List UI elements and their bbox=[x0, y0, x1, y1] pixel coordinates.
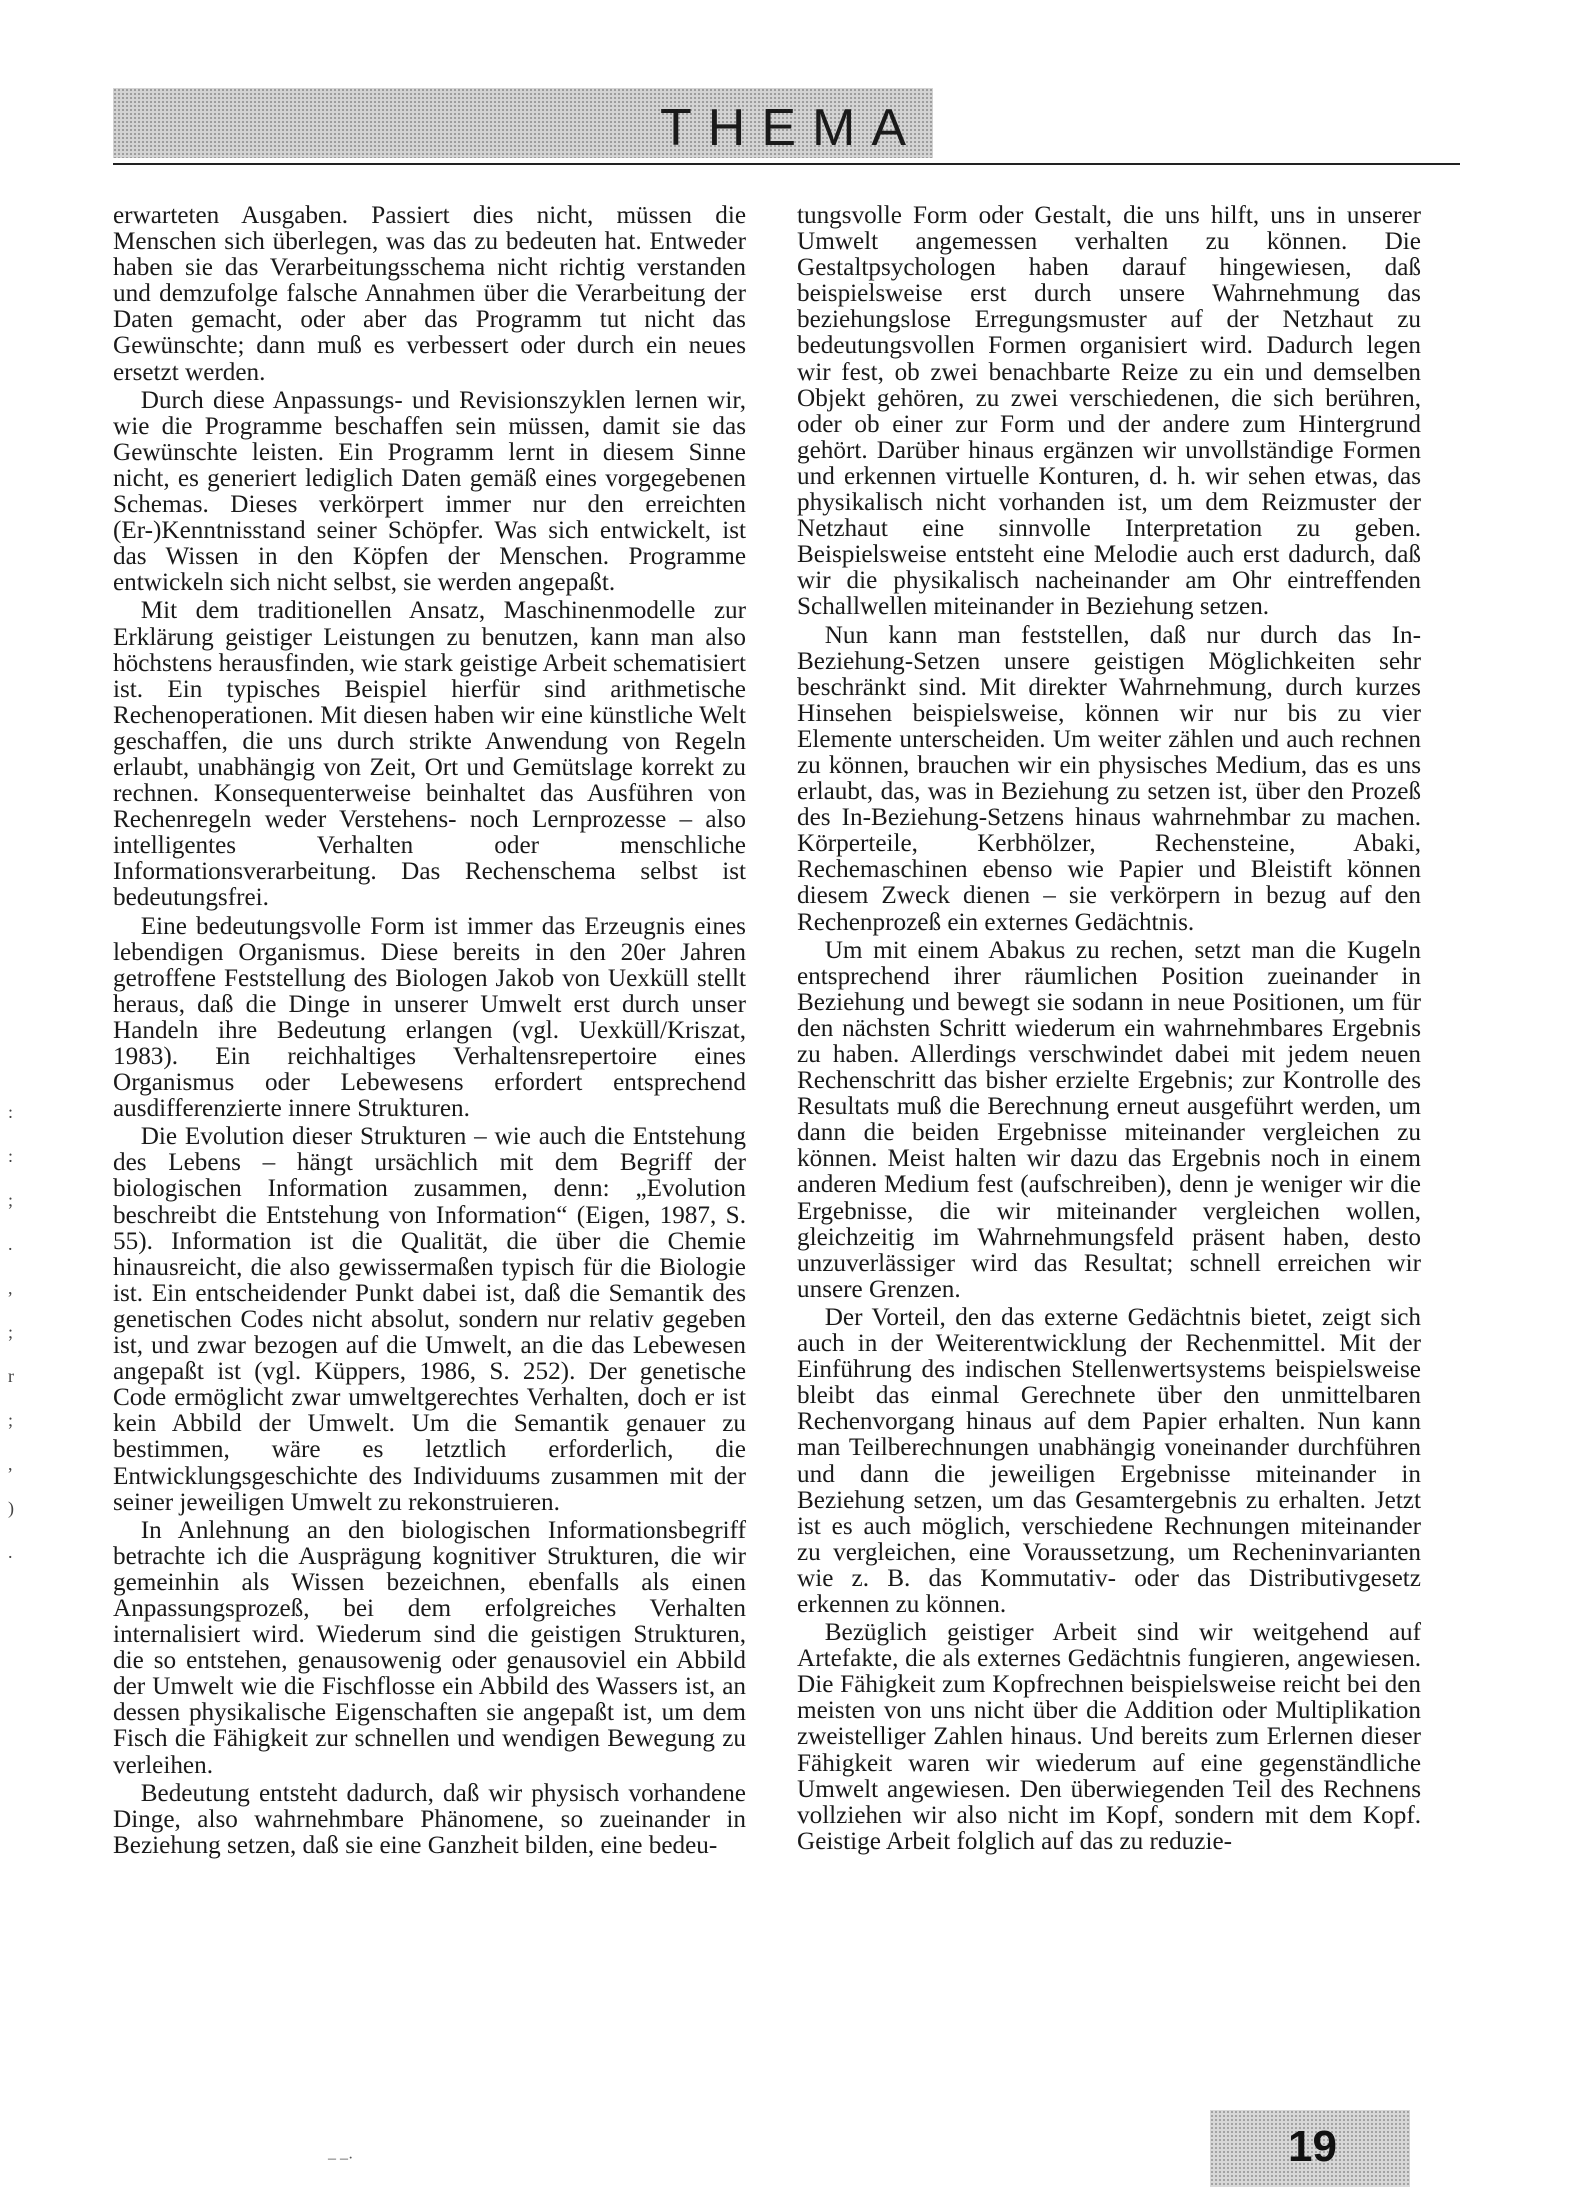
paragraph: Die Evolution dieser Strukturen – wie auch die Entstehung des Lebens – hängt ursächlich mit dem Begriff der biologischen Information zusammen, denn: „Evolution beschreibt die Entstehung von Information“ (Eigen, 1987, S. 55). Information ist die Qualität, die über die Chemie hinausreicht, die also gewissermaßen typisch für die Biologie ist. Ein entscheidender Punkt dabei ist, daß die Semantik des genetischen Codes nicht absolut, sondern nur relativ gegeben ist, und zwar bezogen auf die Umwelt, an die das Lebewesen angepaßt ist (vgl. Küppers, 1986, S. 252). Der genetische Code ermöglicht zwar umweltgerechtes Verhalten, doch er ist kein Abbild der Umwelt. Um die Semantik genauer zu bestimmen, wäre es letztlich erforderlich, die Entwicklungsgeschichte des Individuums zusammen mit der seiner jeweiligen Umwelt zu rekonstruieren. bbox=[113, 1123, 746, 1516]
paragraph: Durch diese Anpassungs- und Revisionszyklen lernen wir, wie die Programme beschaffen sein müssen, damit sie das Gewünschte leisten. Ein Programm lernt in diesem Sinne nicht, es generiert lediglich Daten gemäß eines vorgegebenen Schemas. Dieses verkörpert immer nur den erreichten (Er-)Kenntnisstand seiner Schöpfer. Was sich entwickelt, ist das Wissen in den Köpfen der Menschen. Programme entwickeln sich nicht selbst, sie werden angepaßt. bbox=[113, 386, 746, 597]
paragraph: Der Vorteil, den das externe Gedächtnis bietet, zeigt sich auch in der Weiterentwicklung der Rechenmittel. Mit der Einführung des indischen Stellenwertsystems beispielsweise bleibt das einmal Gerechnete über den unmittelbaren Rechenvorgang hinaus auf dem Papier erhalten. Nun kann man Teilberechnungen unabhängig voneinander durchführen und dann die jeweiligen Ergebnisse miteinander in Beziehung setzen, um das Gesamtergebnis zu erhalten. Jetzt ist es auch möglich, verschiedene Rechnungen miteinander zu vergleichen, eine Voraussetzung, um Recheninvarianten wie z. B. das Kommutativ- oder das Distributivgesetz erkennen zu können. bbox=[797, 1303, 1421, 1618]
scan-margin-marks: : : ; . , ; r ; , ) . bbox=[8, 1102, 14, 1562]
page-number: 19 bbox=[1288, 2122, 1337, 2171]
paragraph: Mit dem traditionellen Ansatz, Maschinenmodelle zur Erklärung geistiger Leistungen zu benutzen, kann man also höchstens herausfinden, wie stark geistige Arbeit schematisiert ist. Ein typisches Beispiel hierfür sind arithmetische Rechenoperationen. Mit diesen haben wir eine künstliche Welt geschaffen, die uns durch strikte Anwendung von Regeln erlaubt, unabhängig von Zeit, Ort und Gemütslage korrekt zu rechnen. Konsequenterweise beinhaltet das Ausführen von Rechenregeln weder Verstehens- noch Lernprozesse – also intelligentes Verhalten oder menschliche Informationsverarbeitung. Das Rechenschema selbst ist bedeutungsfrei. bbox=[113, 597, 747, 912]
scan-smudge: – –· bbox=[328, 2150, 354, 2167]
paragraph: tungsvolle Form oder Gestalt, die uns hilft, uns in unserer Umwelt angemessen verhalten zu können. Die Gestaltpsychologen haben darauf hingewiesen, daß beispielsweise erst durch unsere Wahrnehmung das beziehungslose Erregungsmuster auf der Netzhaut zu bedeutungsvollen Formen organisiert wird. Dadurch legen wir fest, ob zwei benachbarte Reize zu ein und demselben Objekt gehören, zu zwei verschiedenen, die sich berühren, oder ob einer zur Form und der andere zum Hintergrund gehört. Darüber hinaus ergänzen wir unvollständige Formen und erkennen virtuelle Konturen, d. h. wir sehen etwas, das physikalisch nicht vorhanden ist, um dem Reizmuster der Netzhaut eine sinnvolle Interpretation zu geben. Beispielsweise entsteht eine Melodie auch erst dadurch, daß wir die physikalisch nacheinander am Ohr eintreffenden Schallwellen miteinander in Beziehung setzen. bbox=[797, 202, 1421, 621]
paragraph: Bedeutung entsteht dadurch, daß wir physisch vorhandene Dinge, also wahrnehmbare Phänomene, so zueinander in Beziehung setzen, daß sie eine Ganzheit bilden, eine bedeu- bbox=[113, 1779, 746, 1859]
header-rule bbox=[113, 163, 1460, 165]
right-column bbox=[797, 203, 1421, 1855]
paragraph: erwarteten Ausgaben. Passiert dies nicht, müssen die Menschen sich überlegen, was das zu bedeuten hat. Entweder haben sie das Verarbeitungsschema nicht richtig verstanden und demzufolge falsche Annahmen über die Verarbeitung der Daten gemacht, oder aber das Programm tut nicht das Gewünschte; dann muß es verbessert oder durch ein neues ersetzt werden. bbox=[113, 202, 746, 386]
paragraph: Um mit einem Abakus zu rechen, setzt man die Kugeln entsprechend ihrer räumlichen Position zueinander in Beziehung und bewegt sie sodann in neue Positionen, um für den nächsten Schritt wiederum ein wahrnehmbares Ergebnis zu haben. Allerdings verschwindet dabei mit jedem neuen Rechenschritt das bisher erzielte Ergebnis; zur Kontrolle des Resultats muß die Berechnung erneut ausgeführt werden, um dann die beiden Ergebnisse miteinander vergleichen zu können. Meist halten wir dazu das Ergebnis noch in einem anderen Medium fest (aufschreiben), denn je weniger wir die Ergebnisse, die wir miteinander vergleichen wollen, gleichzeitig im Wahrnehmungsfeld präsent haben, desto unzuverlässiger wird das Resultat; schnell erreichen wir unsere Grenzen. bbox=[797, 936, 1421, 1303]
paragraph: Nun kann man feststellen, daß nur durch das In-Beziehung-Setzen unsere geistigen Möglichkeiten sehr beschränkt sind. Mit direkter Wahrnehmung, durch kurzes Hinsehen beispielsweise, können wir nur bis zu vier Elemente unterscheiden. Um weiter zählen und auch rechnen zu können, brauchen wir ein physisches Medium, das es uns erlaubt, das, was in Beziehung zu setzen ist, über den Prozeß des In-Beziehung-Setzens hinaus wahrnehmbar zu machen. Körperteile, Kerbhölzer, Rechensteine, Abaki, Rechemaschinen ebenso wie Papier und Bleistift können diesem Zweck dienen – sie verkörpern in bezug auf den Rechenprozeß ein externes Gedächtnis. bbox=[797, 621, 1421, 936]
paragraph: Bezüglich geistiger Arbeit sind wir weitgehend auf Artefakte, die als externes Gedächtnis fungieren, angewiesen. Die Fähigkeit zum Kopfrechnen beispielsweise reicht bei den meisten von uns nicht über die Addition oder Multiplikation zweistelliger Zahlen hinaus. Und bereits zum Erlernen dieser Fähigkeit waren wir wiederum auf eine gegenständliche Umwelt angewiesen. Den überwiegenden Teil des Rechnens vollziehen wir also nicht im Kopf, sondern mit dem Kopf. Geistige Arbeit folglich auf das zu reduzie- bbox=[797, 1619, 1421, 1855]
left-column bbox=[113, 203, 746, 1859]
section-title: THEMA bbox=[660, 99, 922, 157]
paragraph: In Anlehnung an den biologischen Informationsbegriff betrachte ich die Ausprägung kognitiver Strukturen, die wir gemeinhin als Wissen bezeichnen, ebenfalls als einen Anpassungsprozeß, bei dem erfolgreiches Verhalten internalisiert wird. Wiederum sind die geistigen Strukturen, die so entstehen, genausowenig oder genausoviel ein Abbild der Umwelt wie die Fischflosse ein Abbild des Wassers ist, an dessen physikalische Eigenschaften sie angepaßt ist, um dem Fisch die Fähigkeit zur schnellen und wendigen Bewegung zu verleihen. bbox=[113, 1516, 746, 1779]
paragraph: Eine bedeutungsvolle Form ist immer das Erzeugnis eines lebendigen Organismus. Diese bereits in den 20er Jahren getroffene Feststellung des Biologen Jakob von Uexküll stellt heraus, daß die Dinge in unserer Umwelt erst durch unser Handeln ihre Bedeutung erlangen (vgl. Uexküll/Kriszat, 1983). Ein reichhaltiges Verhaltensrepertoire eines Organismus oder Lebewesens erfordert entsprechend ausdifferenzierte innere Strukturen. bbox=[113, 912, 746, 1123]
